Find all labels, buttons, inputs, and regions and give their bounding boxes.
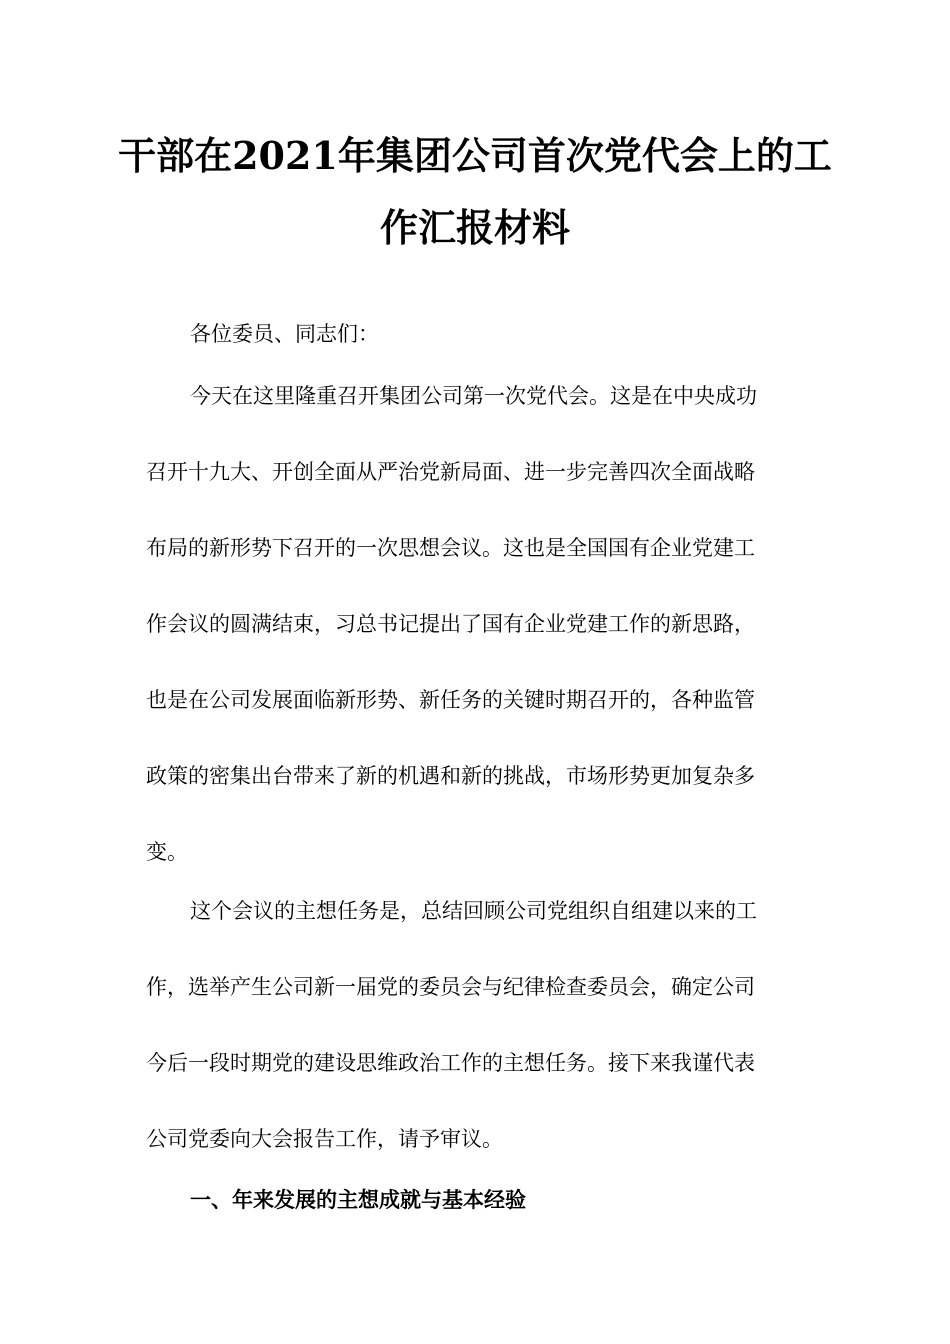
paragraph-1-line-1: 今天在这里隆重召开集团公司第一次党代会。这是在中央成功: [190, 384, 757, 408]
paragraph-2-line-3: 今后一段时期党的建设思维政治工作的主想任务。接下来我谨代表: [146, 1051, 755, 1075]
document-title-line-1: 干部在2021年集团公司首次党代会上的工: [118, 133, 832, 178]
paragraph-1-line-6: 政策的密集出台带来了新的机遇和新的挑战，市场形势更加复杂多: [146, 764, 755, 788]
document-title-line-2: 作汇报材料: [379, 205, 570, 250]
paragraph-1-line-4: 作会议的圆满结束，习总书记提出了国有企业党建工作的新思路，: [146, 612, 755, 636]
paragraph-2-line-2: 作，选举产生公司新一届党的委员会与纪律检查委员会，确定公司: [146, 975, 755, 999]
paragraph-1-line-3: 布局的新形势下召开的一次思想会议。这也是全国国有企业党建工: [146, 536, 755, 560]
section-heading: 一、年来发展的主想成就与基本经验: [190, 1188, 526, 1212]
paragraph-1-line-7: 变。: [146, 840, 188, 864]
paragraph-1-line-2: 召开十九大、开创全面从严治党新局面、进一步完善四次全面战略: [146, 460, 755, 484]
paragraph-1-line-5: 也是在公司发展面临新形势、新任务的关键时期召开的，各种监管: [146, 688, 755, 712]
paragraph-2-line-1: 这个会议的主想任务是，总结回顾公司党组织自组建以来的工: [190, 899, 757, 923]
paragraph-2-line-4: 公司党委向大会报告工作，请予审议。: [146, 1127, 503, 1151]
salutation: 各位委员、同志们：: [190, 322, 379, 346]
